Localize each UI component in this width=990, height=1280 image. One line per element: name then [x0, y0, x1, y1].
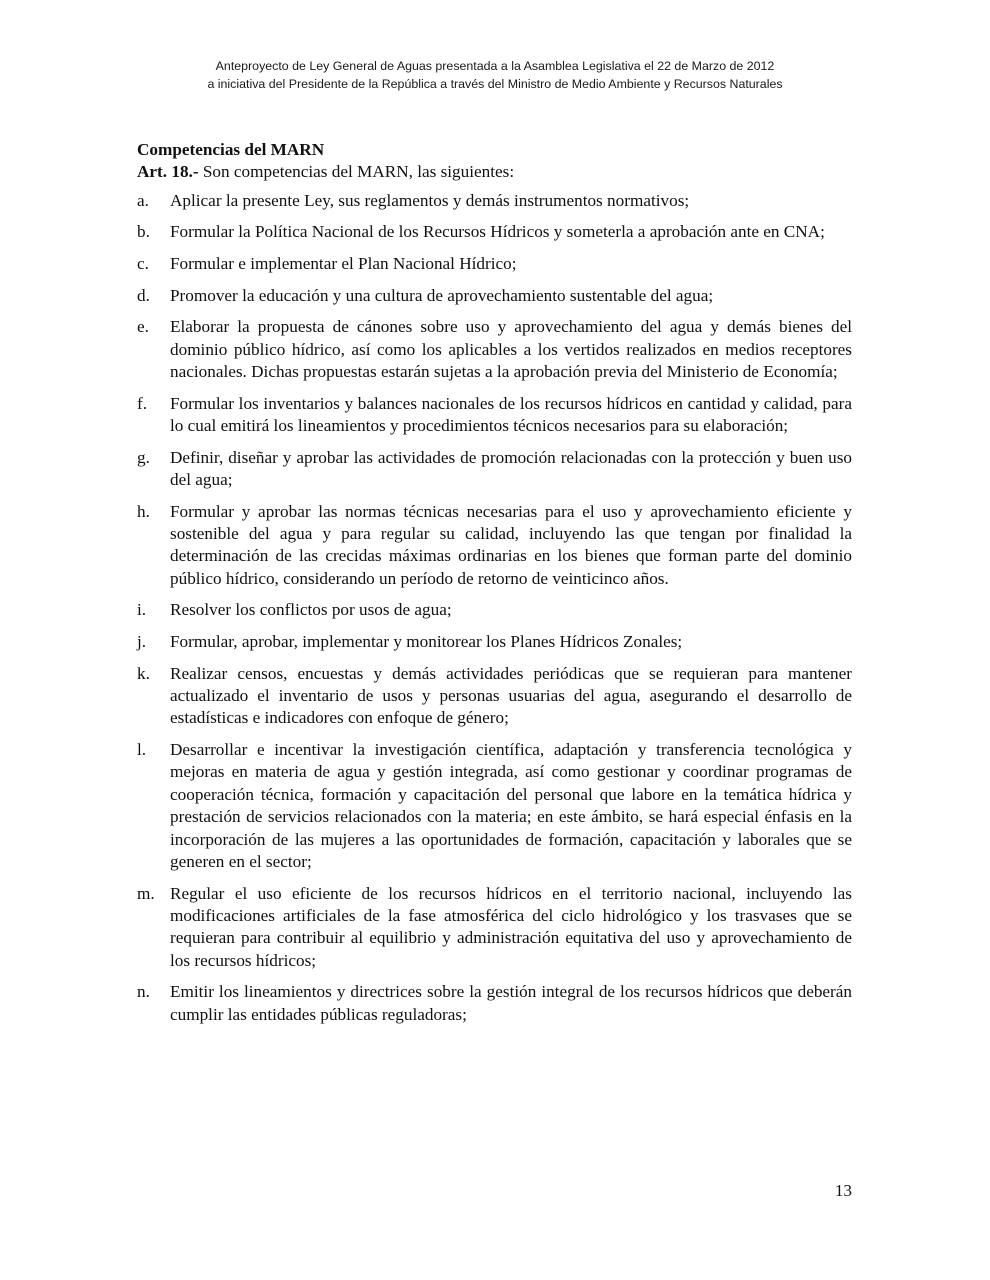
article-intro	[137, 161, 852, 183]
list-item-text: Elaborar la propuesta de cánones sobre uso y aprovechamiento del agua y demás bienes del dominio público hídrico, así como los aplicables a los vertidos realizados en medios receptores nacionales. Dichas propuestas estarán sujetas a la aprobación previa del Ministerio de Economía;	[170, 317, 852, 381]
list-item-text: Resolver los conflictos por usos de agua;	[170, 600, 452, 620]
document-body	[137, 139, 852, 1035]
list-item	[137, 663, 852, 730]
header-line-2: a iniciativa del Presidente de la República a través del Ministro de Medio Ambiente y Recursos Naturales	[207, 76, 783, 91]
list-item	[137, 631, 852, 653]
list-item-letter: d.	[137, 285, 150, 305]
list-item-letter: n.	[137, 982, 150, 1002]
list-item	[137, 739, 852, 873]
article-intro-text: Son competencias del MARN, las siguientes:	[198, 162, 515, 182]
list-item	[137, 285, 852, 307]
list-item-text: Formular los inventarios y balances nacionales de los recursos hídricos en cantidad y calidad, para lo cual emitirá los lineamientos y procedimientos técnicos necesarios para su elaboración;	[170, 393, 852, 435]
list-item-text: Formular y aprobar las normas técnicas necesarias para el uso y aprovechamiento eficiente y sostenible del agua y para regular su calidad, incluyendo las que tengan por finalidad la determinación de las crecidas máximas ordinarias en los bienes que forman parte del dominio público hídrico, considerando un período de retorno de veinticinco años.	[170, 501, 852, 588]
list-item-text: Formular e implementar el Plan Nacional Hídrico;	[170, 254, 517, 273]
list-item-letter: a.	[137, 190, 149, 210]
list-item-letter: j.	[137, 632, 147, 651]
article-number: Art. 18.-	[137, 162, 199, 182]
list-item-letter: e.	[137, 317, 149, 337]
list-item-text: Definir, diseñar y aprobar las actividades de promoción relacionadas con la protección y buen uso del agua;	[170, 447, 852, 489]
list-item-letter: b.	[137, 222, 150, 242]
list-item	[137, 883, 852, 973]
list-item-text: Regular el uso eficiente de los recursos hídricos en el territorio nacional, incluyendo las modificaciones artificiales de la fase atmosférica del ciclo hidrológico y los trasvases que se requieran para contribuir al equilibrio y administración equitativa del uso y aprovechamiento de los recursos hídricos;	[170, 883, 852, 970]
list-item-text: Realizar censos, encuestas y demás actividades periódicas que se requieran para mantener actualizado el inventario de usos y personas usuarias del agua, asegurando el desarrollo de estadísticas e indicadores con enfoque de género;	[170, 663, 852, 728]
list-item	[137, 981, 852, 1026]
competencies-list	[137, 190, 852, 1026]
section-title: Competencias del MARN	[137, 140, 325, 159]
list-item-text: Formular, aprobar, implementar y monitorear los Planes Hídricos Zonales;	[170, 632, 683, 651]
list-item-text: Desarrollar e incentivar la investigación científica, adaptación y transferencia tecnológica y mejoras en materia de agua y gestión integrada, así como gestionar y coordinar programas de cooperación técnica, formación y capacitación del personal que labore en la temática hídrica y prestación de servicios relacionados con la materia; en este ámbito, se hará especial énfasis en la incorporación de las mujeres a las oportunidades de formación, capacitación y laborales que se generen en el sector;	[170, 740, 852, 872]
list-item	[137, 599, 852, 621]
list-item-text: Emitir los lineamientos y directrices sobre la gestión integral de los recursos hídricos que deberán cumplir las entidades públicas reguladoras;	[170, 982, 852, 1024]
list-item-letter: g.	[137, 447, 150, 467]
list-item-letter: i.	[137, 600, 147, 620]
list-item-letter: k.	[137, 663, 150, 683]
list-item	[137, 393, 852, 438]
page-number: 13	[834, 1181, 852, 1200]
list-item	[137, 316, 852, 383]
list-item-letter: m.	[137, 883, 155, 903]
list-item	[137, 501, 852, 591]
list-item-letter: l.	[137, 740, 147, 759]
list-item-text: Aplicar la presente Ley, sus reglamentos y demás instrumentos normativos;	[170, 190, 690, 210]
list-item-text: Promover la educación y una cultura de aprovechamiento sustentable del agua;	[170, 285, 714, 305]
header-line-1: Anteproyecto de Ley General de Aguas presentada a la Asamblea Legislativa el 22 de Marzo de 2012	[215, 59, 775, 73]
list-item-letter: c.	[137, 254, 149, 273]
list-item-text: Formular la Política Nacional de los Recursos Hídricos y someterla a aprobación ante en CNA;	[170, 222, 825, 242]
list-item-letter: f.	[137, 393, 148, 413]
list-item	[137, 190, 852, 212]
page-header	[0, 58, 990, 93]
list-item	[137, 253, 852, 275]
list-item	[137, 221, 852, 243]
list-item-letter: h.	[137, 501, 150, 521]
list-item	[137, 447, 852, 492]
